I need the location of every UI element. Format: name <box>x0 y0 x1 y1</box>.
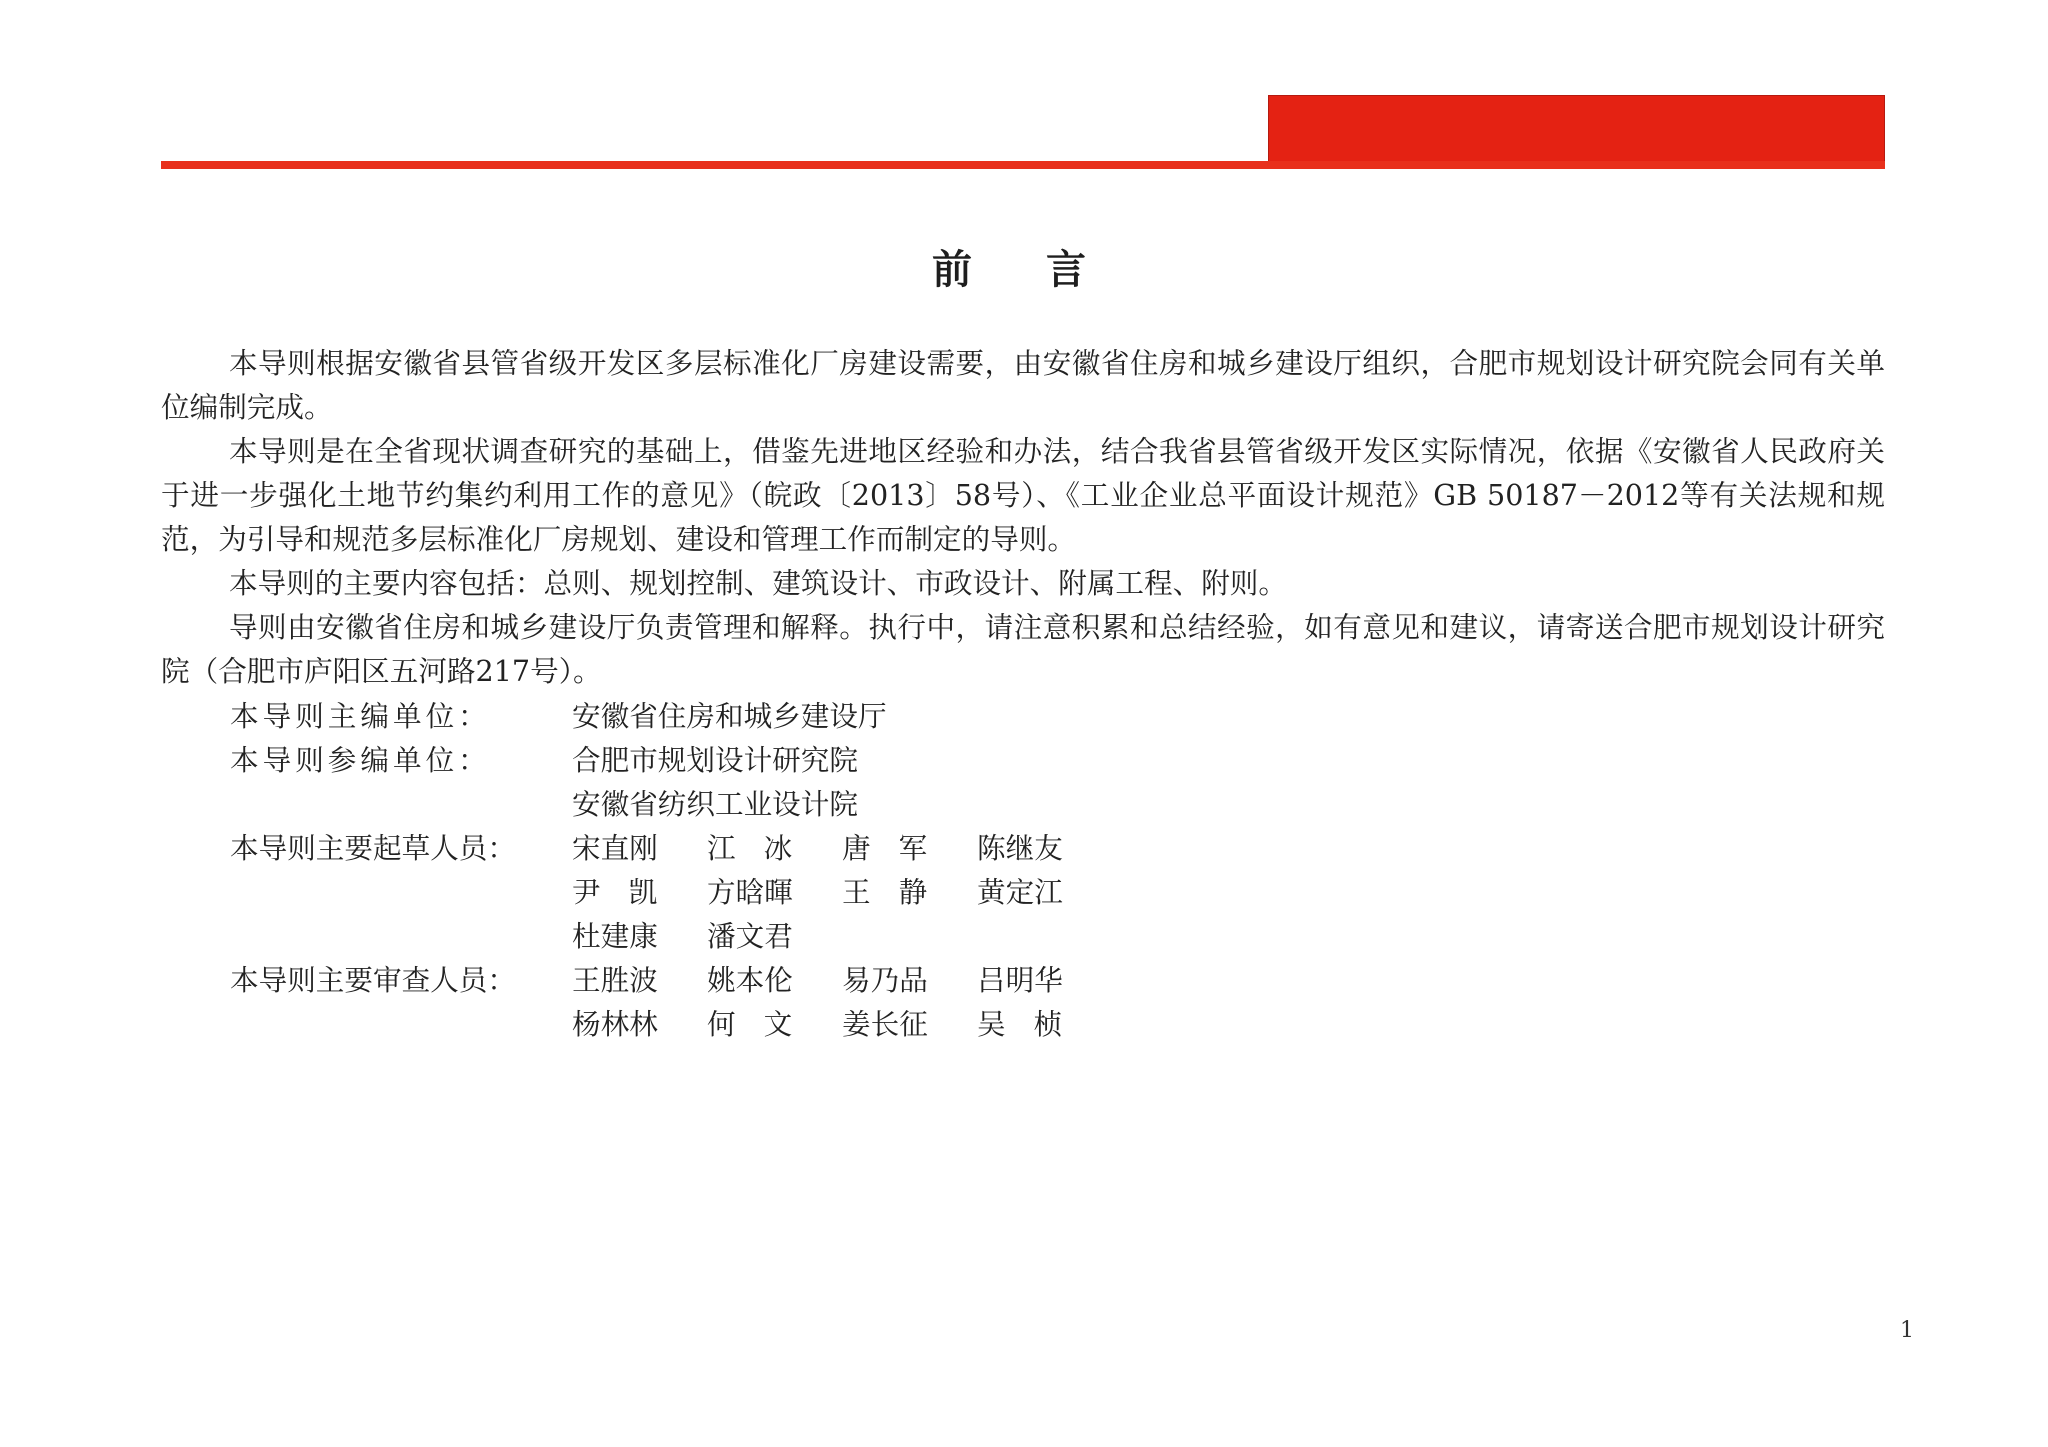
person-name: 潘文君 <box>707 919 793 953</box>
paragraph-1: 本导则根据安徽省县管省级开发区多层标准化厂房建设需要，由安徽省住房和城乡建设厅组织，合肥市规划设计研究院会同有关单位编制完成。 <box>161 346 1885 424</box>
person-name: 江冰 <box>707 831 821 865</box>
page-number: 1 <box>1900 1318 1914 1343</box>
person-name: 陈继友 <box>977 831 1063 865</box>
drafters-line-2 <box>572 870 1112 914</box>
reviewers-line-1 <box>572 958 1112 1002</box>
person-name: 唐军 <box>842 831 956 865</box>
person-name: 吴桢 <box>977 1007 1091 1041</box>
paragraph-4: 导则由安徽省住房和城乡建设厅负责管理和解释。执行中，请注意积累和总结经验，如有意见和建议，请寄送合肥市规划设计研究院（合肥市庐阳区五河路217号）。 <box>161 610 1885 688</box>
person-name: 黄定江 <box>977 875 1063 909</box>
participating-units-row <box>230 738 1112 826</box>
preface-body <box>161 341 1885 693</box>
drafters-line-1 <box>572 826 1112 870</box>
header-red-rule <box>161 161 1885 169</box>
person-name: 杜建康 <box>572 919 658 953</box>
paragraph-3: 本导则的主要内容包括：总则、规划控制、建筑设计、市政设计、附属工程、附则。 <box>229 566 1287 600</box>
person-name: 王胜波 <box>572 963 658 997</box>
person-name: 姜长征 <box>842 1007 928 1041</box>
reviewers-label: 本导则主要审查人员： <box>230 963 516 997</box>
person-name: 易乃品 <box>842 963 928 997</box>
person-name: 宋直刚 <box>572 831 658 865</box>
person-name: 王静 <box>842 875 956 909</box>
participating-unit-1: 合肥市规划设计研究院 <box>572 743 858 777</box>
drafters-row <box>230 826 1112 958</box>
drafters-label: 本导则主要起草人员： <box>230 831 516 865</box>
page-title: 前 言 <box>932 247 1116 293</box>
person-name: 杨林林 <box>572 1007 658 1041</box>
person-name: 姚本伦 <box>707 963 793 997</box>
drafters-names <box>572 826 1112 958</box>
participating-units-label: 本导则参编单位： <box>230 743 491 777</box>
drafters-line-3 <box>572 914 1112 958</box>
person-name: 方晗暉 <box>707 875 793 909</box>
chief-unit-label: 本导则主编单位： <box>230 699 491 733</box>
person-name: 尹凯 <box>572 875 686 909</box>
paragraph-2: 本导则是在全省现状调查研究的基础上，借鉴先进地区经验和办法，结合我省县管省级开发区实际情况，依据《安徽省人民政府关于进一步强化土地节约集约利用工作的意见》（皖政〔2013〕58号）、《工业企业总平面设计规范》GB 50187－2012等有关法规和规范，为引导和规范多层标准化厂房规划、建设和管理工作而制定的导则。 <box>161 434 1885 556</box>
chief-unit-value: 安徽省住房和城乡建设厅 <box>572 699 887 733</box>
reviewers-row <box>230 958 1112 1046</box>
person-name: 吕明华 <box>977 963 1063 997</box>
header-red-block <box>1268 95 1885 165</box>
person-name: 何文 <box>707 1007 821 1041</box>
participating-unit-2: 安徽省纺织工业设计院 <box>572 787 858 821</box>
chief-unit-row <box>230 694 1112 738</box>
credits-block <box>230 694 1112 1046</box>
reviewers-line-2 <box>572 1002 1112 1046</box>
reviewers-names <box>572 958 1112 1046</box>
